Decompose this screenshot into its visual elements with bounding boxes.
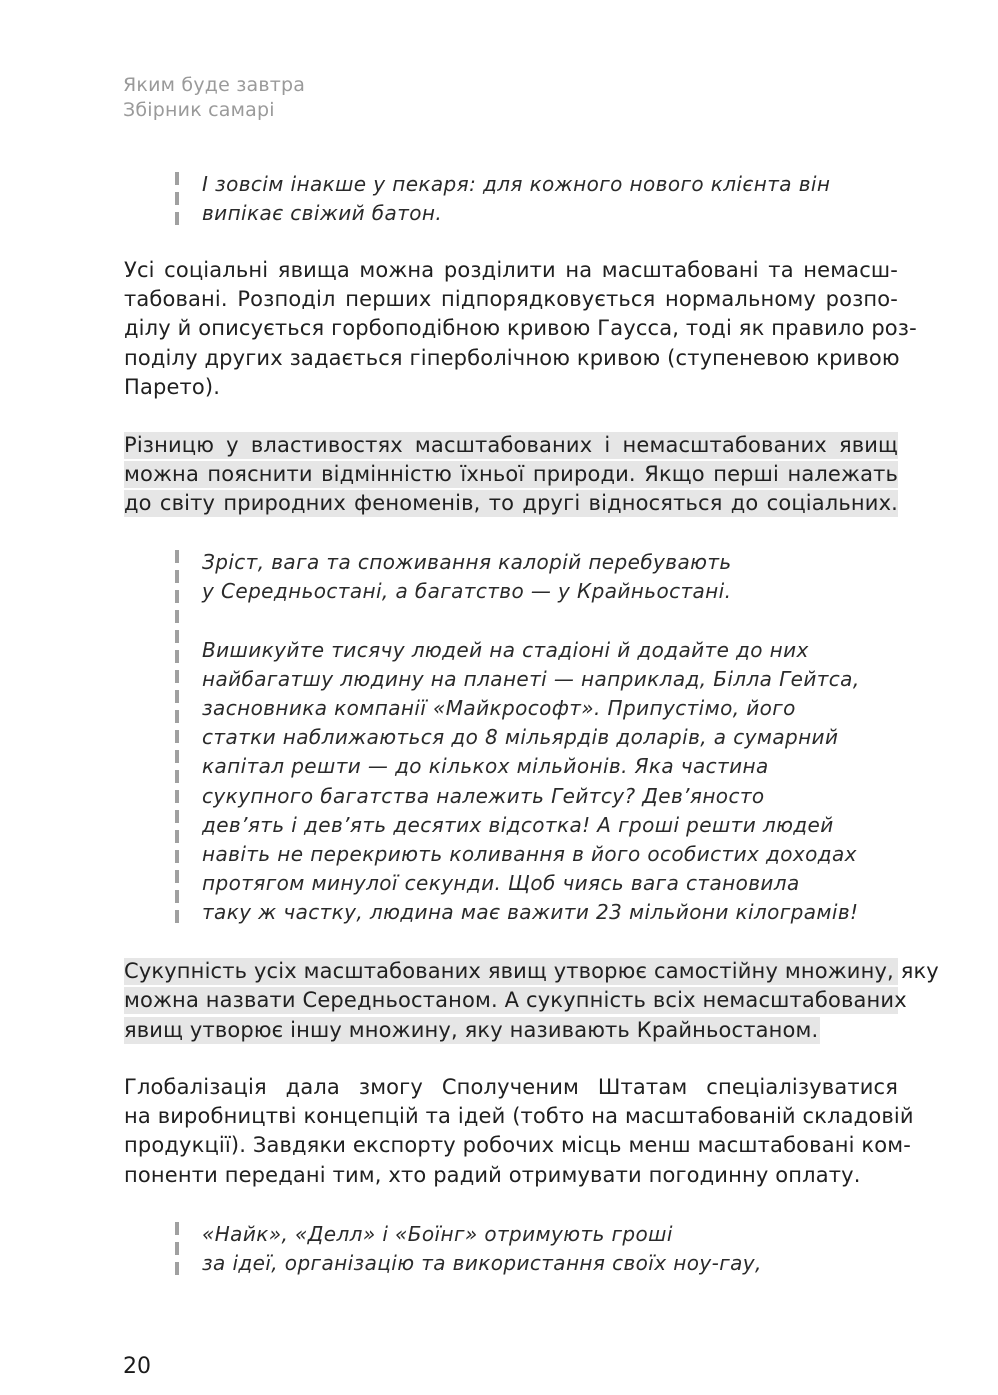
quote-line: Зріст, вага та споживання калорій перебувають bbox=[202, 550, 732, 574]
quote-line: за ідеї, організацію та використання своїх ноу-гау, bbox=[202, 1251, 762, 1276]
highlighted-line: явищ утворює іншу множину, яку називають Крайньостаном. bbox=[124, 1018, 819, 1042]
quote-bar-icon bbox=[175, 550, 179, 928]
highlighted-line: Різницю у властивостях масштабованих і немасштабованих явищ bbox=[124, 433, 898, 457]
quote-line: засновника компанії «Майкрософт». Припустімо, його bbox=[202, 696, 796, 720]
paragraph-line: поненти передані тим, хто радий отримувати погодинну оплату. bbox=[124, 1162, 861, 1187]
running-header bbox=[123, 73, 305, 123]
book-title: Яким буде завтра bbox=[123, 74, 306, 96]
blockquote-companies bbox=[175, 1220, 762, 1278]
blockquote-mediocristan bbox=[175, 548, 860, 928]
paragraph-line: на виробництві концепцій та ідей (тобто на масштабованій складовій bbox=[124, 1104, 914, 1129]
page-number: 20 bbox=[123, 1354, 151, 1379]
quote-line: статки наближаються до 8 мільярдів доларів, а сумарний bbox=[202, 725, 839, 750]
paragraph-line: Усі соціальні явища можна розділити на масштабовані та немасш- bbox=[124, 258, 898, 282]
highlighted-paragraph-sets bbox=[124, 958, 939, 1046]
quote-line: І зовсім інакше у пекаря: для кожного нового клієнта він bbox=[202, 172, 831, 196]
quote-line: випікає свіжий батон. bbox=[202, 201, 443, 226]
book-subtitle: Збірник самарі bbox=[123, 99, 275, 121]
blockquote-baker bbox=[175, 170, 830, 228]
quote-bar-icon bbox=[175, 1222, 179, 1278]
paragraph-line: ділу й описується горбоподібною кривою Гаусса, тоді як правило роз- bbox=[124, 316, 917, 341]
paragraph-line: Глобалізація дала змогу Сполученим Штатам спеціалізуватися bbox=[124, 1075, 898, 1099]
paragraph-globalization bbox=[124, 1073, 914, 1190]
highlighted-paragraph-nature bbox=[124, 432, 898, 519]
quote-line: у Середньостані, а багатство — у Крайньостані. bbox=[202, 579, 732, 604]
quote-line: таку ж частку, людина має важити 23 мільйони кілограмів! bbox=[202, 900, 859, 925]
quote-line: сукупного багатства належить Гейтсу? Дев’яносто bbox=[202, 783, 765, 808]
paragraph-scalable-phenomena bbox=[124, 256, 917, 402]
quote-line: дев’ять і дев’ять десятих відсотка! А гроші решти людей bbox=[202, 812, 834, 837]
quote-line: навіть не перекриють коливання в його особистих доходах bbox=[202, 842, 857, 867]
quote-line: протягом минулої секунди. Щоб чиясь вага становила bbox=[202, 871, 800, 896]
quote-spacer bbox=[202, 606, 860, 635]
paragraph-line: поділу других задається гіперболічною кривою (ступеневою кривою bbox=[124, 345, 900, 370]
highlighted-line: Сукупність усіх масштабованих явищ утворює самостійну множину, яку bbox=[124, 959, 939, 983]
quote-line: найбагатшу людину на планеті — наприклад, Білла Гейтса, bbox=[202, 666, 860, 691]
quote-line: Вишикуйте тисячу людей на стадіоні й додайте до них bbox=[202, 637, 809, 662]
highlighted-line: до світу природних феноменів, то другі відносяться до соціальних. bbox=[124, 491, 898, 515]
paragraph-line: табовані. Розподіл перших підпорядковується нормальному розпо- bbox=[124, 287, 898, 312]
quote-line: «Найк», «Делл» і «Боїнг» отримують гроші bbox=[202, 1222, 673, 1246]
quote-line: капітал решти — до кількох мільйонів. Яка частина bbox=[202, 754, 769, 779]
quote-bar-icon bbox=[175, 172, 179, 228]
paragraph-line: продукції). Завдяки експорту робочих місць менш масштабовані ком- bbox=[124, 1133, 911, 1158]
paragraph-line: Парето). bbox=[124, 374, 221, 399]
highlighted-line: можна назвати Середньостаном. А сукупність всіх немасштабованих bbox=[124, 988, 907, 1012]
highlighted-line: можна пояснити відмінністю їхньої природи. Якщо перші належать bbox=[124, 462, 898, 486]
